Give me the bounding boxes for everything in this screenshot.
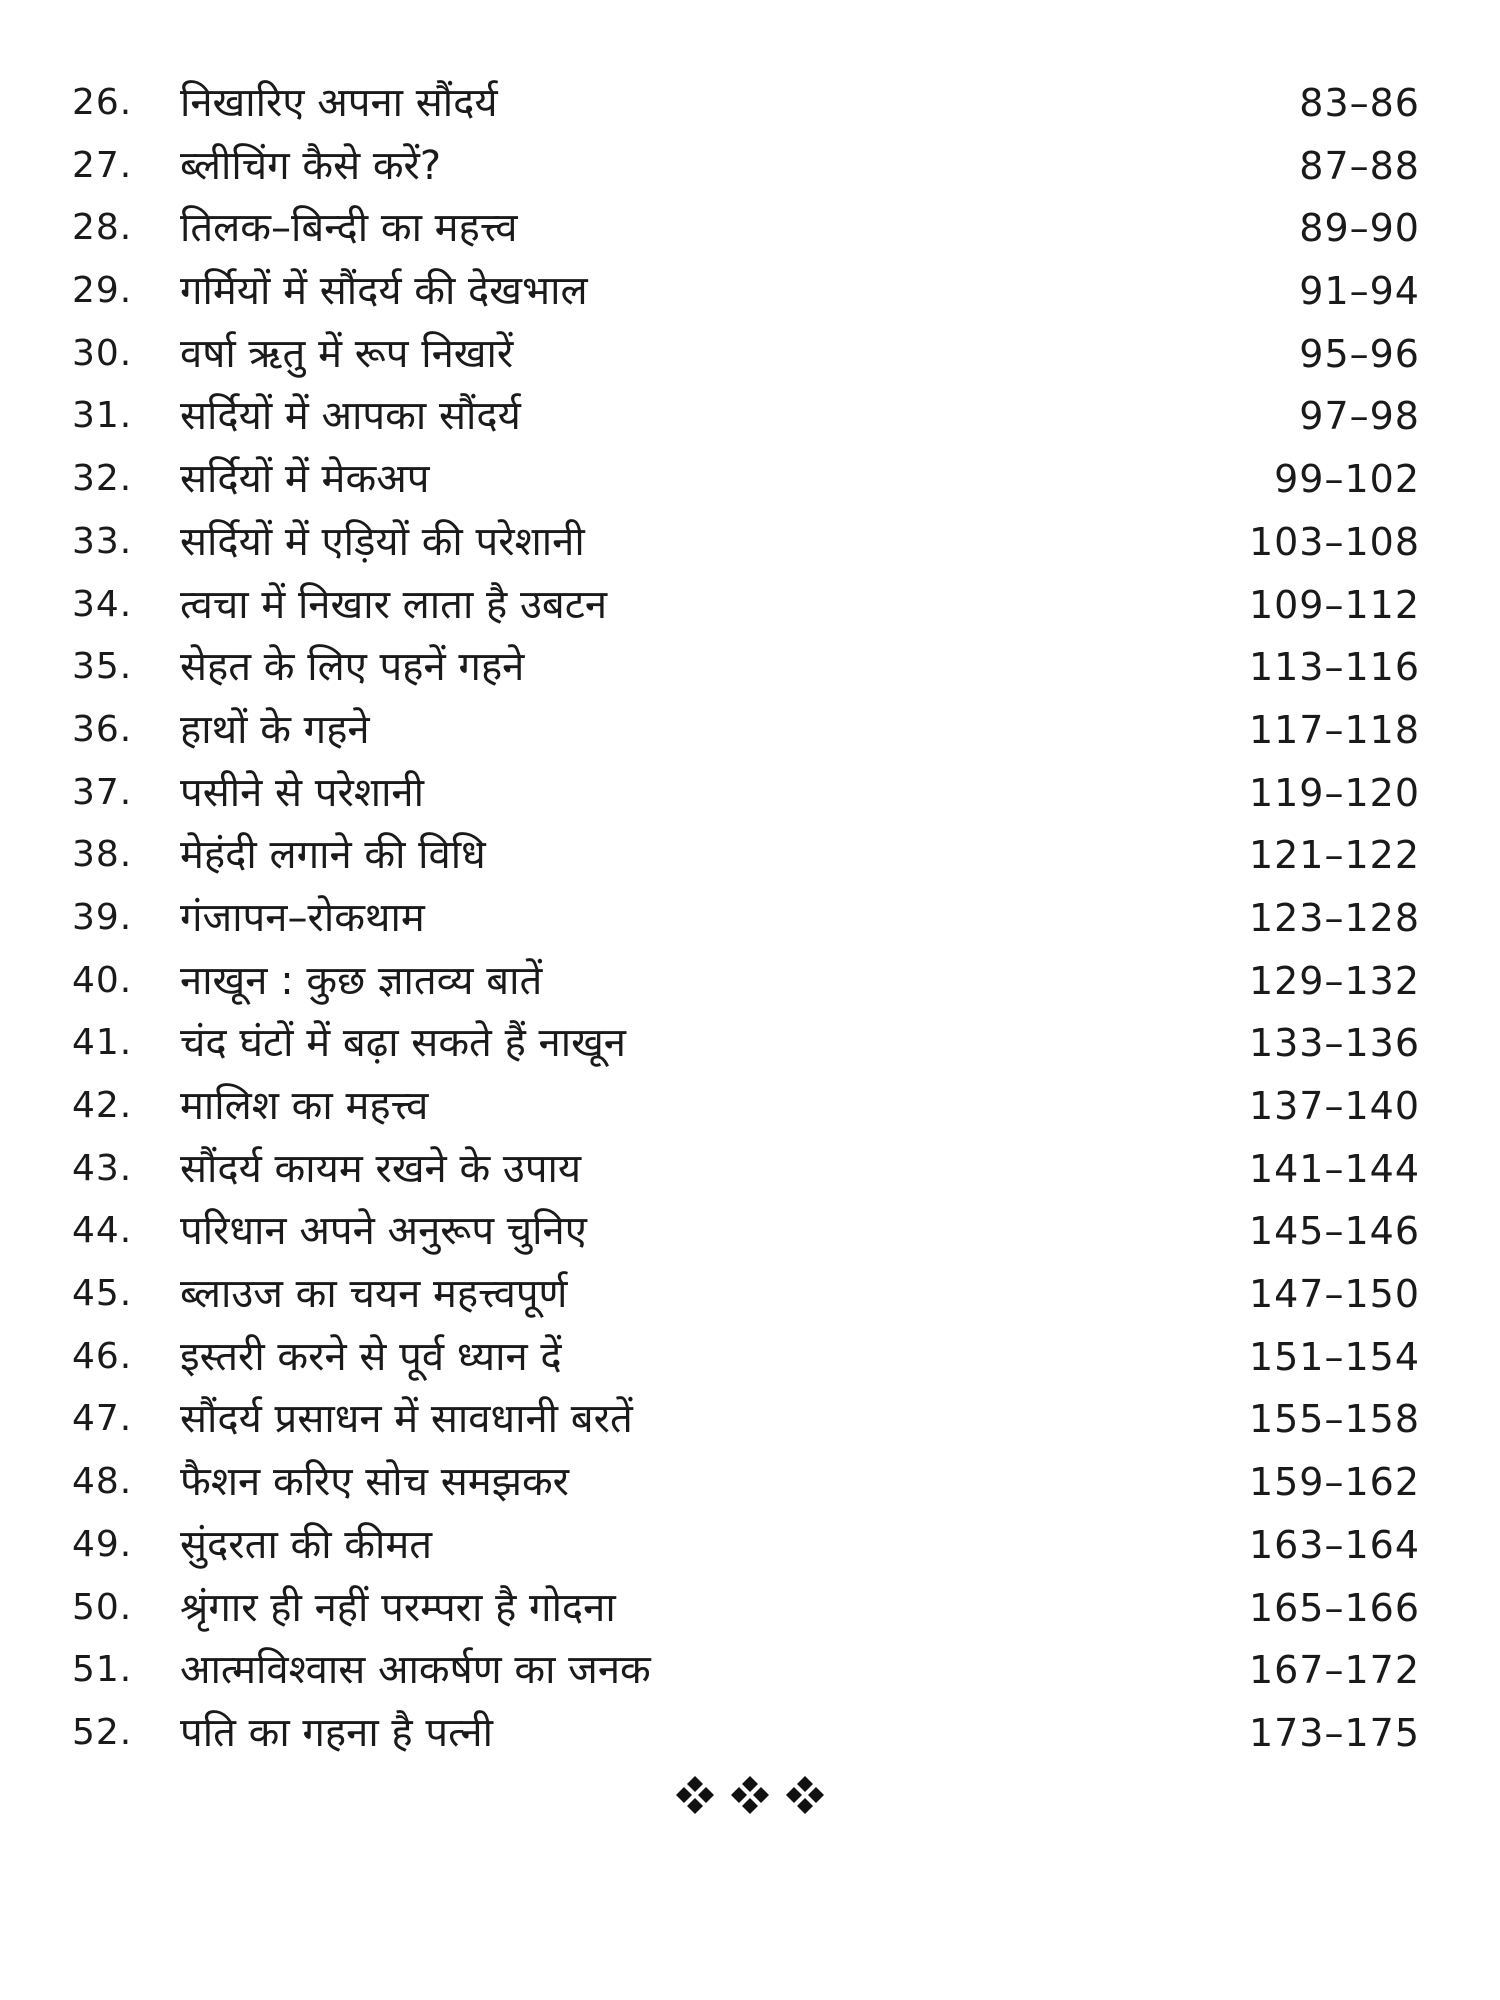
toc-entry-number: 43.: [72, 1147, 133, 1189]
toc-entry: [70, 887, 1420, 950]
end-ornament: [0, 1770, 1500, 1830]
toc-entry-title: मेहंदी लगाने की विधि: [180, 832, 486, 879]
toc-entry: [70, 1200, 1420, 1263]
toc-entry-pages: 137–140: [1248, 1084, 1420, 1128]
toc-entry-title: पसीने से परेशानी: [180, 769, 424, 816]
diamond-shape: [742, 1798, 758, 1814]
toc-entry-number: 34.: [72, 583, 133, 625]
toc-entry: [70, 1138, 1420, 1201]
diamond-shape: [687, 1776, 703, 1792]
toc-entry-number: 37.: [72, 771, 133, 813]
toc-entry-pages: 163–164: [1248, 1522, 1420, 1567]
toc-entry: [70, 385, 1420, 448]
diamond-shape: [786, 1787, 802, 1803]
toc-entry-number: 52.: [72, 1711, 133, 1753]
toc-entry-number: 42.: [72, 1085, 133, 1126]
toc-entry-pages: 145–146: [1248, 1209, 1420, 1254]
toc-entry-pages: 141–144: [1248, 1146, 1420, 1191]
diamond-shape: [753, 1787, 769, 1803]
toc-entry-title: वर्षा ऋतु में रूप निखारें: [180, 330, 514, 377]
toc-entry: [70, 574, 1420, 637]
toc-entry-pages: 173–175: [1248, 1710, 1420, 1755]
toc-entry-number: 29.: [72, 270, 133, 312]
toc-entry: [70, 950, 1420, 1013]
toc-entry-title: पति का गहना है पत्नी: [180, 1709, 493, 1756]
toc-entry-number: 33.: [72, 520, 133, 562]
toc-entry-pages: 147–150: [1248, 1272, 1420, 1317]
toc-entry-pages: 95–96: [1299, 331, 1420, 376]
toc-entry-number: 40.: [72, 959, 133, 1001]
toc-entry-title: सर्दियों में आपका सौंदर्य: [180, 393, 521, 440]
toc-entry-pages: 97–98: [1299, 394, 1420, 439]
toc-entry-title: परिधान अपने अनुरूप चुनिए: [180, 1208, 587, 1255]
toc-entry-number: 50.: [72, 1586, 133, 1628]
toc-entry-number: 46.: [72, 1335, 133, 1377]
toc-entry-number: 27.: [72, 144, 133, 186]
diamond-cluster-icon: [665, 1770, 835, 1820]
toc-entry-number: 31.: [72, 395, 133, 437]
toc-entry-number: 35.: [72, 646, 133, 688]
toc-entry-title: गर्मियों में सौंदर्य की देखभाल: [180, 268, 588, 315]
toc-entry-number: 44.: [72, 1210, 133, 1252]
toc-entry-title: ब्लाउज का चयन महत्त्वपूर्ण: [180, 1271, 568, 1318]
toc-entry-title: हाथों के गहने: [180, 706, 370, 753]
toc-entry-pages: 151–154: [1248, 1334, 1420, 1379]
toc-entry-pages: 123–128: [1248, 895, 1420, 940]
toc-entry: [70, 1702, 1420, 1765]
toc-entry-title: सौंदर्य प्रसाधन में सावधानी बरतें: [180, 1396, 633, 1443]
toc-entry-pages: 121–122: [1248, 833, 1420, 878]
toc-entry: [70, 1514, 1420, 1577]
toc-entry-number: 30.: [72, 332, 133, 374]
toc-entry: [70, 135, 1420, 198]
toc-entry-title: श्रृंगार ही नहीं परम्परा है गोदना: [180, 1584, 616, 1631]
toc-entry-pages: 113–116: [1248, 645, 1420, 690]
toc-entry: [70, 72, 1420, 135]
diamond-shape: [698, 1787, 714, 1803]
toc-entry-title: नाखून : कुछ ज्ञातव्य बातें: [180, 957, 543, 1004]
toc-entry: [70, 824, 1420, 887]
toc-entry-number: 28.: [72, 207, 133, 249]
toc-entry-pages: 83–86: [1299, 81, 1420, 125]
toc-entry: [70, 1263, 1420, 1326]
toc-entry: [70, 260, 1420, 323]
toc-entry: [70, 1326, 1420, 1389]
diamond-shape: [731, 1787, 747, 1803]
toc-entry-number: 51.: [72, 1649, 133, 1691]
toc-entry: [70, 323, 1420, 386]
toc-entry-number: 47.: [72, 1398, 133, 1440]
toc-entry: [70, 699, 1420, 762]
diamond-shape: [742, 1776, 758, 1792]
toc-entry: [70, 762, 1420, 825]
toc-entry-number: 39.: [72, 896, 133, 938]
toc-entry-number: 38.: [72, 834, 133, 876]
toc-entry-title: सुंदरता की कीमत: [180, 1521, 433, 1568]
toc-entry-title: फैशन करिए सोच समझकर: [180, 1459, 570, 1506]
diamond-shape: [687, 1798, 703, 1814]
toc-entry-pages: 117–118: [1248, 707, 1420, 752]
toc-entry: [70, 1075, 1420, 1138]
toc-entry-pages: 165–166: [1248, 1585, 1420, 1630]
toc-entry-pages: 129–132: [1248, 958, 1420, 1003]
toc-entry-number: 45.: [72, 1273, 133, 1315]
toc-entry-title: गंजापन–रोकथाम: [180, 894, 425, 941]
toc-entry-pages: 159–162: [1248, 1460, 1420, 1505]
diamond-shape: [676, 1787, 692, 1803]
toc-entry-title: मालिश का महत्त्व: [180, 1083, 429, 1129]
toc-entry-title: ब्लीचिंग कैसे करें?: [180, 142, 442, 189]
toc-entry: [70, 1012, 1420, 1075]
toc-entry-title: त्वचा में निखार लाता है उबटन: [180, 581, 608, 628]
toc-entry-title: आत्मविश्वास आकर्षण का जनक: [180, 1647, 651, 1694]
toc-entry: [70, 1388, 1420, 1451]
toc-entry-title: निखारिए अपना सौंदर्य: [180, 80, 498, 126]
toc-entry-number: 26.: [72, 82, 133, 123]
toc-entry-pages: 99–102: [1274, 457, 1420, 502]
toc-entry-title: सर्दियों में एड़ियों की परेशानी: [180, 518, 585, 565]
toc-entry: [70, 1639, 1420, 1702]
toc-entry-pages: 109–112: [1248, 582, 1420, 627]
toc-entry-number: 36.: [72, 708, 133, 750]
toc-entry-title: सेहत के लिए पहनें गहने: [180, 644, 525, 691]
diamond-shape: [808, 1787, 824, 1803]
toc-entry-pages: 119–120: [1248, 770, 1420, 815]
diamond-shape: [797, 1776, 813, 1792]
toc-entry-number: 32.: [72, 458, 133, 500]
toc-entry: [70, 1577, 1420, 1640]
toc-entry: [70, 197, 1420, 260]
toc-entry-number: 49.: [72, 1523, 133, 1565]
toc-entry-pages: 103–108: [1248, 519, 1420, 564]
toc-entry-title: सर्दियों में मेकअप: [180, 456, 430, 503]
toc-entry-title: चंद घंटों में बढ़ा सकते हैं नाखून: [180, 1020, 627, 1067]
diamond-shape: [797, 1798, 813, 1814]
toc-entry-number: 41.: [72, 1022, 133, 1064]
toc-entry: [70, 1451, 1420, 1514]
toc-entry: [70, 448, 1420, 511]
toc-entry-number: 48.: [72, 1461, 133, 1503]
toc-entry-pages: 91–94: [1299, 269, 1420, 314]
table-of-contents: [70, 72, 1420, 1765]
toc-entry-title: इस्तरी करने से पूर्व ध्यान दें: [180, 1333, 562, 1380]
toc-entry-pages: 133–136: [1248, 1021, 1420, 1066]
toc-entry-pages: 167–172: [1248, 1648, 1420, 1693]
toc-entry-title: तिलक–बिन्दी का महत्त्व: [180, 205, 518, 252]
toc-entry-title: सौंदर्य कायम रखने के उपाय: [180, 1145, 582, 1192]
toc-entry-pages: 155–158: [1248, 1397, 1420, 1442]
toc-entry: [70, 511, 1420, 574]
toc-entry-pages: 89–90: [1299, 206, 1420, 251]
toc-entry-pages: 87–88: [1299, 143, 1420, 188]
toc-entry: [70, 636, 1420, 699]
